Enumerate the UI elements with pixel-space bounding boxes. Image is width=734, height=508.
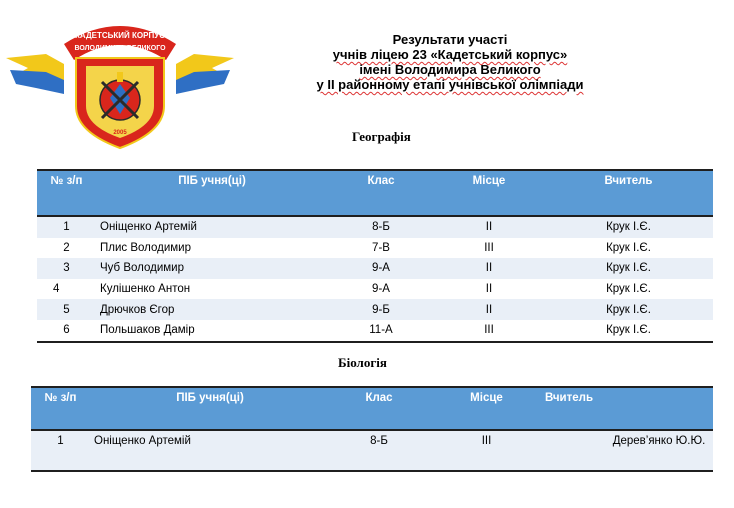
col-header-place: Місце [428,387,545,430]
cell-class: 9-Б [372,303,390,316]
table-row [31,430,713,471]
cell-place: ІІІ [428,430,545,471]
col-header-teacher: Вчитель [545,387,713,430]
table-row [37,258,713,279]
cell-class: 7-В [372,241,390,254]
table-row [37,216,713,238]
cadet-corps-emblem [6,14,234,152]
cell-teacher: Дерев’янко Ю.Ю. [545,430,713,471]
table-row [37,279,713,300]
table-row [37,299,713,320]
cell-name: Оніщенко Артемій [100,221,197,234]
title-line-4: у ІІ районному етапі учнівської олімпіади [316,77,584,92]
cell-class: 8-Б [372,221,390,234]
cell-num: 6 [63,324,70,337]
cell-name: Кулішенко Антон [100,283,191,296]
geography-title: Географія [352,129,411,144]
cell-place: ІІ [485,221,493,234]
cell-teacher: Крук І.Є. [606,283,651,296]
title-line-3: імені Володимира Великого [359,62,541,77]
cell-num: 4 [53,283,60,296]
cell-name: Плис Володимир [100,241,192,254]
col-header-class: Клас [328,170,434,216]
geography-table [37,169,713,343]
emblem-top-text: КАДЕТСЬКИЙ КОРПУС [75,31,165,40]
cell-num: 1 [31,430,90,471]
col-header-name: ПІБ учня(ці) [96,170,328,216]
table-row [37,320,713,342]
table-header-row [37,170,713,216]
cell-num: 3 [63,262,70,275]
cell-class: 9-А [372,283,390,296]
col-header-class: Клас [330,387,428,430]
cell-name: Оніщенко Артемій [90,430,330,471]
cell-teacher: Крук І.Є. [606,303,651,316]
cell-name: Дрючков Єгор [100,303,175,316]
biology-table [31,386,713,472]
cell-num: 5 [63,303,70,316]
cell-name: Чуб Володимир [100,262,184,275]
biology-title: Біологія [338,355,387,370]
cell-num: 1 [63,221,70,234]
table-row [37,238,713,259]
cell-place: ІІІ [484,324,494,337]
cell-class: 9-А [372,262,390,275]
col-header-name: ПІБ учня(ці) [90,387,330,430]
cell-name: Польшаков Дамір [100,324,195,337]
cell-place: ІІІ [484,241,494,254]
cell-teacher: Крук І.Є. [606,241,651,254]
title-line-2: учнів ліцею 23 «Кадетський корпус» [332,47,568,62]
col-header-place: Місце [434,170,544,216]
emblem-bottom-text: ВОЛОДИМИРА ВЕЛИКОГО [74,45,166,52]
cell-class: 11-А [369,324,393,337]
cell-place: ІІ [485,283,493,296]
emblem-year: 2005 [113,130,127,136]
cell-num: 2 [63,241,70,254]
col-header-teacher: Вчитель [544,170,713,216]
table-header-row [31,387,713,430]
title-line-1: Результати участі [392,32,508,47]
cell-class: 8-Б [330,430,428,471]
col-header-num: № з/п [31,387,90,430]
cell-place: ІІ [485,262,493,275]
col-header-num: № з/п [37,170,96,216]
cell-teacher: Крук І.Є. [606,221,651,234]
document-title [270,32,630,92]
cell-place: ІІ [485,303,493,316]
cell-teacher: Крук І.Є. [606,324,651,337]
cell-teacher: Крук І.Є. [606,262,651,275]
